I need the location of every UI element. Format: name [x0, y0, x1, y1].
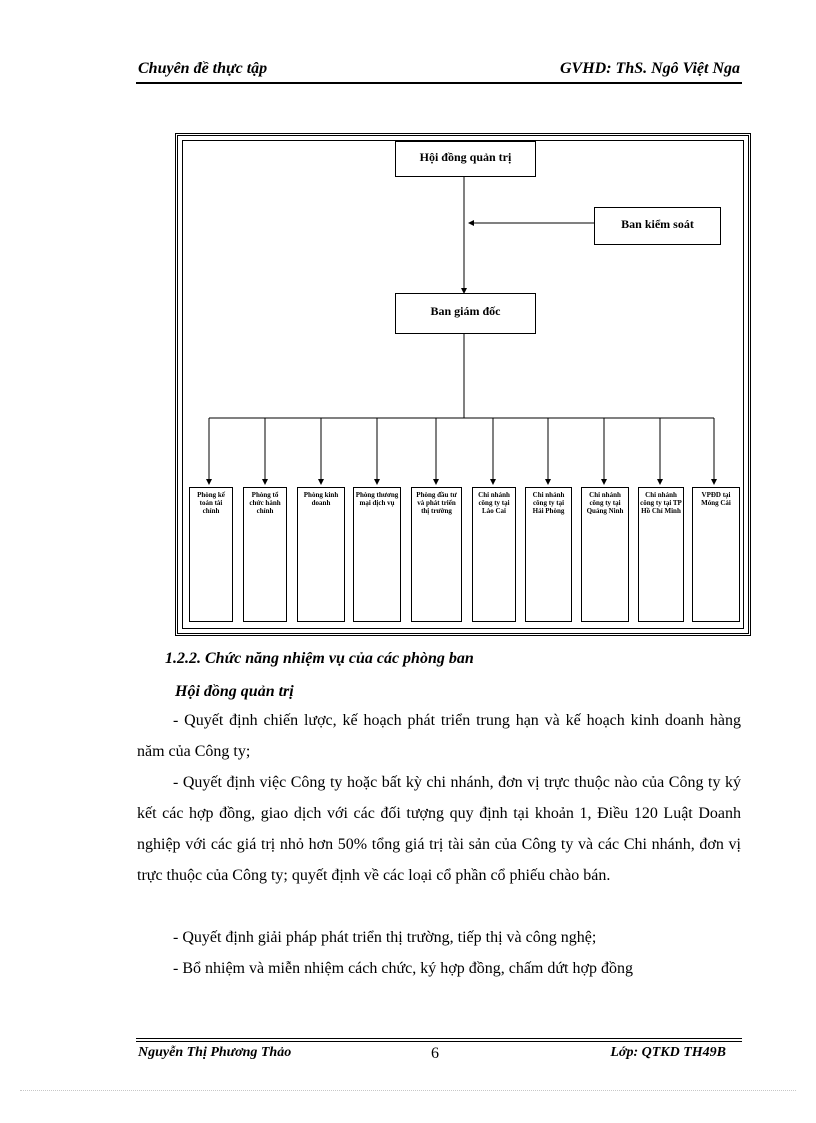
- department-box: [297, 487, 345, 622]
- board-label: Hội đồng quản trị: [419, 150, 512, 164]
- department-label: Phòng đầu tư và phát triển thị trường: [416, 491, 457, 515]
- paragraph-text: - Quyết định việc Công ty hoặc bất kỳ chi nhánh, đơn vị trực thuộc nào của Công ty ký kết các hợp đồng, giao dịch với các đối tượng quy định tại khoản 1, Điều 120 Luật Doanh nghiệp với các giá trị nhỏ hơn 50% tổng giá trị tài sản của Công ty và các Chi nhánh, đơn vị trực thuộc của Công ty; quyết định về các loại cổ phần cổ phiếu chào bán.: [137, 774, 741, 884]
- department-label: Chi nhánh công ty tại Quảng Ninh: [586, 491, 624, 515]
- department-box: [638, 487, 684, 622]
- department-box: [189, 487, 233, 622]
- department-box: [472, 487, 516, 622]
- department-label: Phòng tổ chức hành chính: [249, 491, 281, 515]
- department-label: Phòng kế toán tài chính: [197, 491, 225, 515]
- department-box: [411, 487, 462, 622]
- page-header: [138, 60, 740, 82]
- department-label: VPĐD tại Móng Cái: [701, 491, 731, 507]
- page-number: 6: [431, 1045, 439, 1062]
- department-box: [353, 487, 401, 622]
- directors-label: Ban giám đốc: [430, 304, 501, 318]
- management-board-box: [395, 293, 536, 334]
- footer-author: Nguyễn Thị Phương Thảo: [138, 1045, 292, 1060]
- board-of-directors-box: [395, 141, 536, 177]
- sub-title: Hội đồng quản trị: [175, 683, 294, 700]
- page-footer: [138, 1045, 740, 1067]
- department-box: [243, 487, 287, 622]
- department-label: Chi nhánh công ty tại TP Hồ Chí Minh: [640, 491, 682, 515]
- footer-class: Lớp: QTKD TH49B: [610, 1045, 726, 1060]
- supervisory-board-box: [594, 207, 721, 245]
- paragraph-text: - Bổ nhiệm và miễn nhiệm cách chức, ký hợp đồng, chấm dứt hợp đồng: [173, 960, 633, 977]
- department-label: Chi nhánh công ty tại Hải Phòng: [532, 491, 565, 515]
- page-bottom-border: [20, 1090, 796, 1091]
- supervisory-label: Ban kiểm soát: [621, 217, 694, 231]
- department-label: Phòng kinh doanh: [303, 491, 339, 507]
- paragraph: [137, 922, 741, 953]
- department-box: [525, 487, 572, 622]
- footer-rule: [136, 1038, 742, 1039]
- department-label: Chi nhánh công ty tại Lào Cai: [478, 491, 510, 515]
- department-box: [581, 487, 629, 622]
- paragraph-text: - Quyết định giải pháp phát triển thị trường, tiếp thị và công nghệ;: [173, 929, 597, 946]
- header-left: Chuyên đề thực tập: [138, 60, 268, 77]
- paragraph: [137, 953, 741, 984]
- paragraph: [137, 767, 741, 891]
- header-right: GVHD: ThS. Ngô Việt Nga: [559, 60, 740, 77]
- department-label: Phòng thương mại dịch vụ: [355, 491, 399, 507]
- paragraph: [137, 705, 741, 767]
- department-box: [692, 487, 740, 622]
- footer-rule: [136, 1041, 742, 1042]
- section-title: 1.2.2. Chức năng nhiệm vụ của các phòng ban: [165, 650, 474, 667]
- header-rule: [136, 82, 742, 84]
- paragraph-text: - Quyết định chiến lược, kế hoạch phát triển trung hạn và kế hoạch kinh doanh hàng năm của Công ty;: [137, 712, 741, 760]
